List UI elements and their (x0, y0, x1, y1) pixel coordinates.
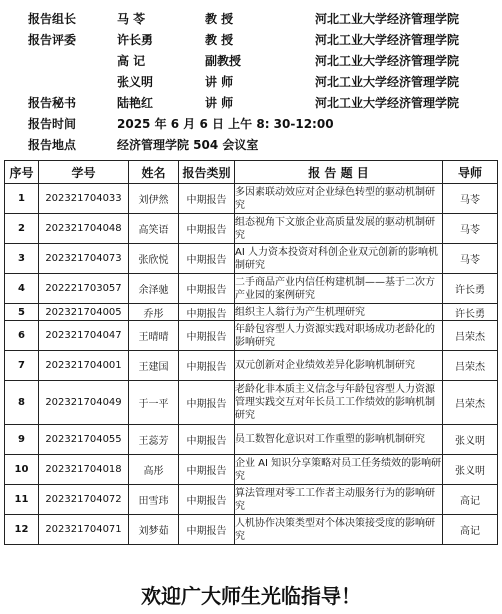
member-name: 张义明 (117, 75, 154, 89)
place-value: 经济管理学院 504 会议室 (117, 138, 259, 152)
report-topic: 算法管理对零工工作者主动服务行为的影响研究 (235, 485, 443, 515)
row-number: 12 (5, 515, 39, 545)
report-schedule-table (4, 160, 498, 545)
report-category: 中期报告 (179, 214, 235, 244)
advisor-name: 张义明 (443, 455, 498, 485)
member-name: 马 苓 (117, 12, 146, 26)
role-label: 报告组长 (28, 12, 77, 26)
header-topic: 报 告 题 目 (235, 161, 443, 184)
committee-row (0, 6, 502, 28)
report-category: 中期报告 (179, 425, 235, 455)
table-row (5, 321, 498, 351)
student-id: 202321704005 (39, 304, 129, 321)
report-category: 中期报告 (179, 184, 235, 214)
report-category: 中期报告 (179, 244, 235, 274)
student-id: 202321704047 (39, 321, 129, 351)
student-id: 202321704071 (39, 515, 129, 545)
advisor-name: 马苓 (443, 244, 498, 274)
report-category: 中期报告 (179, 274, 235, 304)
row-number: 9 (5, 425, 39, 455)
student-name: 乔彤 (129, 304, 179, 321)
role-label: 报告秘书 (28, 96, 77, 110)
advisor-name: 马苓 (443, 184, 498, 214)
student-id: 202321704018 (39, 455, 129, 485)
row-number: 1 (5, 184, 39, 214)
advisor-name: 许长勇 (443, 274, 498, 304)
member-name: 高 记 (117, 54, 146, 68)
table-header-row (5, 161, 498, 184)
welcome-message: 欢迎广大师生光临指导！ (141, 584, 361, 608)
report-topic: 双元创新对企业绩效差异化影响机制研究 (235, 351, 443, 381)
advisor-name: 吕荣杰 (443, 381, 498, 425)
report-category: 中期报告 (179, 321, 235, 351)
report-topic: 多因素联动效应对企业绿色转型的驱动机制研究 (235, 184, 443, 214)
row-number: 8 (5, 381, 39, 425)
member-unit: 河北工业大学经济管理学院 (315, 33, 460, 47)
advisor-name: 马苓 (443, 214, 498, 244)
role-label: 报告评委 (28, 33, 77, 47)
member-title: 教 授 (205, 12, 234, 26)
student-id: 202321704048 (39, 214, 129, 244)
time-row (0, 111, 502, 133)
header-no: 序号 (5, 161, 39, 184)
student-name: 于一平 (129, 381, 179, 425)
member-title: 副教授 (205, 54, 242, 68)
student-name: 王晴晴 (129, 321, 179, 351)
report-category: 中期报告 (179, 381, 235, 425)
table-row (5, 274, 498, 304)
table-row (5, 214, 498, 244)
advisor-name: 高记 (443, 515, 498, 545)
report-category: 中期报告 (179, 515, 235, 545)
report-topic: 员工数智化意识对工作重塑的影响机制研究 (235, 425, 443, 455)
student-id: 202321704033 (39, 184, 129, 214)
header-category: 报告类别 (179, 161, 235, 184)
student-name: 刘伊然 (129, 184, 179, 214)
table-row (5, 485, 498, 515)
member-unit: 河北工业大学经济管理学院 (315, 75, 460, 89)
header-student-id: 学号 (39, 161, 129, 184)
row-number: 6 (5, 321, 39, 351)
place-row (0, 132, 502, 154)
table-row (5, 515, 498, 545)
student-name: 田雪玮 (129, 485, 179, 515)
report-topic: 老龄化非本质主义信念与年龄包容型人力资源管理实践交互对年长员工工作绩效的影响机制研究 (235, 381, 443, 425)
member-title: 教 授 (205, 33, 234, 47)
student-name: 王建国 (129, 351, 179, 381)
committee-row (0, 48, 502, 70)
row-number: 10 (5, 455, 39, 485)
row-number: 7 (5, 351, 39, 381)
student-id: 202321704072 (39, 485, 129, 515)
row-number: 3 (5, 244, 39, 274)
row-number: 4 (5, 274, 39, 304)
member-name: 许长勇 (117, 33, 154, 47)
report-topic: 人机协作决策类型对个体决策接受度的影响研究 (235, 515, 443, 545)
advisor-name: 高记 (443, 485, 498, 515)
report-topic: 二手商品产业内信任构建机制——基于二次方产业园的案例研究 (235, 274, 443, 304)
advisor-name: 吕荣杰 (443, 321, 498, 351)
student-id: 202321704001 (39, 351, 129, 381)
place-label: 报告地点 (28, 138, 77, 152)
row-number: 5 (5, 304, 39, 321)
member-name: 陆艳红 (117, 96, 154, 110)
report-topic: 年龄包容型人力资源实践对职场成功老龄化的影响研究 (235, 321, 443, 351)
header-advisor: 导师 (443, 161, 498, 184)
table-row (5, 455, 498, 485)
member-title: 讲 师 (205, 75, 234, 89)
report-category: 中期报告 (179, 455, 235, 485)
table-row (5, 184, 498, 214)
report-topic: 企业 AI 知识分享策略对员工任务绩效的影响研究 (235, 455, 443, 485)
committee-row (0, 90, 502, 112)
student-name: 高笑语 (129, 214, 179, 244)
member-unit: 河北工业大学经济管理学院 (315, 96, 460, 110)
report-topic: 组态视角下文旅企业高质量发展的驱动机制研究 (235, 214, 443, 244)
advisor-name: 吕荣杰 (443, 351, 498, 381)
student-id: 202221703057 (39, 274, 129, 304)
report-category: 中期报告 (179, 304, 235, 321)
student-name: 刘梦茹 (129, 515, 179, 545)
table-row (5, 425, 498, 455)
member-title: 讲 师 (205, 96, 234, 110)
report-topic: AI 人力资本投资对科创企业双元创新的影响机制研究 (235, 244, 443, 274)
report-category: 中期报告 (179, 351, 235, 381)
table-row (5, 381, 498, 425)
student-id: 202321704049 (39, 381, 129, 425)
advisor-name: 张义明 (443, 425, 498, 455)
report-topic: 组织主人翁行为产生机理研究 (235, 304, 443, 321)
row-number: 2 (5, 214, 39, 244)
row-number: 11 (5, 485, 39, 515)
header-name: 姓名 (129, 161, 179, 184)
advisor-name: 许长勇 (443, 304, 498, 321)
student-name: 余泽驰 (129, 274, 179, 304)
student-id: 202321704073 (39, 244, 129, 274)
table-row (5, 244, 498, 274)
committee-row (0, 27, 502, 49)
member-unit: 河北工业大学经济管理学院 (315, 54, 460, 68)
student-name: 张欣悦 (129, 244, 179, 274)
report-category: 中期报告 (179, 485, 235, 515)
member-unit: 河北工业大学经济管理学院 (315, 12, 460, 26)
table-row (5, 351, 498, 381)
committee-row (0, 69, 502, 91)
table-row (5, 304, 498, 321)
table-body (5, 184, 498, 545)
time-value: 2025 年 6 月 6 日 上午 8: 30-12:00 (117, 117, 334, 131)
student-name: 高彤 (129, 455, 179, 485)
time-label: 报告时间 (28, 117, 77, 131)
student-name: 王蕊芳 (129, 425, 179, 455)
student-id: 202321704055 (39, 425, 129, 455)
